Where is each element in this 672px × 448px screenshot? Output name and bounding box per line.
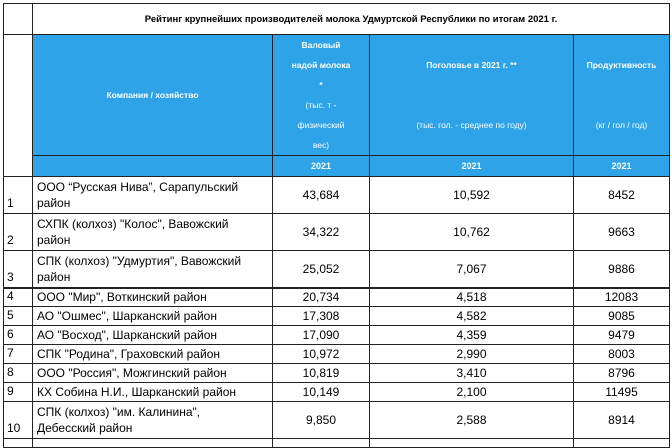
- row-number: 4: [4, 288, 33, 307]
- milk-value: 34,322: [273, 214, 370, 251]
- productivity-value: 9085: [574, 307, 670, 326]
- table-row: [4, 288, 670, 307]
- herd-value: 4,582: [370, 307, 574, 326]
- company-name-line1: СПК (колхоз) "им. Калинина",: [37, 405, 201, 419]
- milk-value: 20,734: [273, 288, 370, 307]
- productivity-value: 8452: [574, 177, 670, 214]
- table-row: [4, 402, 670, 439]
- milk-producers-table: [3, 3, 670, 448]
- company-name-line2: Дебесский район: [37, 421, 133, 435]
- company-name-line1: СПК (колхоз) "Удмуртия", Вавожский: [37, 253, 242, 268]
- herd-value: 2,990: [370, 345, 574, 364]
- row-number: 1: [4, 177, 33, 214]
- header-productivity-label: Продуктивность: [586, 60, 657, 70]
- table-row: [4, 326, 670, 345]
- header-gross-milk-line2: надой молока: [291, 60, 351, 70]
- row-number: 7: [4, 345, 33, 364]
- milk-value: 25,052: [273, 251, 370, 288]
- header-year-milk: 2021: [273, 156, 370, 177]
- productivity-value: 9663: [574, 214, 670, 251]
- productivity-value: 11495: [574, 383, 670, 402]
- cut-cell: [370, 439, 574, 448]
- company-name-line1: ООО “Русская Нива”, Сарапульский: [37, 180, 239, 194]
- milk-value: 17,308: [273, 307, 370, 326]
- table-row: [4, 383, 670, 402]
- herd-value: 7,067: [370, 251, 574, 288]
- header-productivity-unit: (кг / гол / год): [595, 120, 648, 130]
- blank-left-cell: [4, 35, 33, 177]
- company-name: [33, 402, 273, 439]
- milk-value: 17,090: [273, 326, 370, 345]
- company-name: КХ Собина Н.И., Шарканский район: [33, 383, 273, 402]
- company-name: [33, 251, 273, 288]
- header-year-prod: 2021: [574, 156, 670, 177]
- header-gross-milk-unit1: (тыс. т -: [305, 100, 337, 110]
- row-number: 2: [4, 214, 33, 251]
- company-name: ООО "Россия", Можгинский район: [33, 364, 273, 383]
- company-name: СПК "Родина", Граховский район: [33, 345, 273, 364]
- productivity-value: 8003: [574, 345, 670, 364]
- productivity-value: 8914: [574, 402, 670, 439]
- company-name-line2: район: [37, 233, 71, 247]
- company-name: АО "Восход", Шарканский район: [33, 326, 273, 345]
- company-name: [33, 177, 273, 214]
- row-number: 3: [4, 251, 33, 288]
- table-title: Рейтинг крупнейших производителей молока Удмуртской Республики по итогам 2021 г.: [33, 4, 670, 35]
- milk-value: 10,819: [273, 364, 370, 383]
- table-row: [4, 364, 670, 383]
- cut-cell: [4, 439, 33, 448]
- header-company-label: Компания / хозяйство: [106, 90, 199, 100]
- milk-value: 10,972: [273, 345, 370, 364]
- row-number: 8: [4, 364, 33, 383]
- company-name-line2: район: [37, 269, 71, 284]
- table-row: [4, 345, 670, 364]
- header-gross-milk: [273, 35, 370, 156]
- header-company-year-blank: [33, 156, 273, 177]
- row-number: 5: [4, 307, 33, 326]
- header-herd: [370, 35, 574, 156]
- company-name: [33, 214, 273, 251]
- productivity-value: 9479: [574, 326, 670, 345]
- row-number: 6: [4, 326, 33, 345]
- header-productivity: [574, 35, 670, 156]
- milk-value: 43,684: [273, 177, 370, 214]
- company-name: ООО "Мир", Воткинский район: [33, 288, 273, 307]
- productivity-value: 12083: [574, 288, 670, 307]
- header-herd-label: Поголовье в 2021 г. **: [426, 60, 517, 70]
- company-name-line2: район: [37, 196, 71, 210]
- milk-value: 10,149: [273, 383, 370, 402]
- herd-value: 10,762: [370, 214, 574, 251]
- productivity-value: 9886: [574, 251, 670, 288]
- herd-value: 2,100: [370, 383, 574, 402]
- header-gross-milk-unit2: физический: [297, 120, 345, 130]
- header-herd-unit: (тыс. гол. - среднее по году): [416, 120, 527, 130]
- header-gross-milk-line1: Валовый: [301, 40, 341, 50]
- herd-value: 2,588: [370, 402, 574, 439]
- table-row: [4, 307, 670, 326]
- cut-cell: [273, 439, 370, 448]
- cut-cell: [33, 439, 273, 448]
- table-row: [4, 251, 670, 288]
- milk-value: 9,850: [273, 402, 370, 439]
- herd-value: 3,410: [370, 364, 574, 383]
- header-year-herd: 2021: [370, 156, 574, 177]
- herd-value: 4,518: [370, 288, 574, 307]
- header-gross-milk-line3: *: [319, 80, 323, 90]
- cut-cell: [574, 439, 670, 448]
- company-name-line1: СХПК (колхоз) "Колос", Вавожский: [37, 217, 229, 231]
- blank-corner-cell: [4, 4, 33, 35]
- herd-value: 10,592: [370, 177, 574, 214]
- row-number: 9: [4, 383, 33, 402]
- header-company: [33, 35, 273, 156]
- table-row-cut-off: [4, 439, 670, 448]
- table-row: [4, 214, 670, 251]
- productivity-value: 8796: [574, 364, 670, 383]
- header-gross-milk-unit3: вес): [312, 140, 330, 150]
- company-name: АО "Ошмес", Шарканский район: [33, 307, 273, 326]
- herd-value: 4,359: [370, 326, 574, 345]
- table-row: [4, 177, 670, 214]
- row-number: 10: [4, 402, 33, 439]
